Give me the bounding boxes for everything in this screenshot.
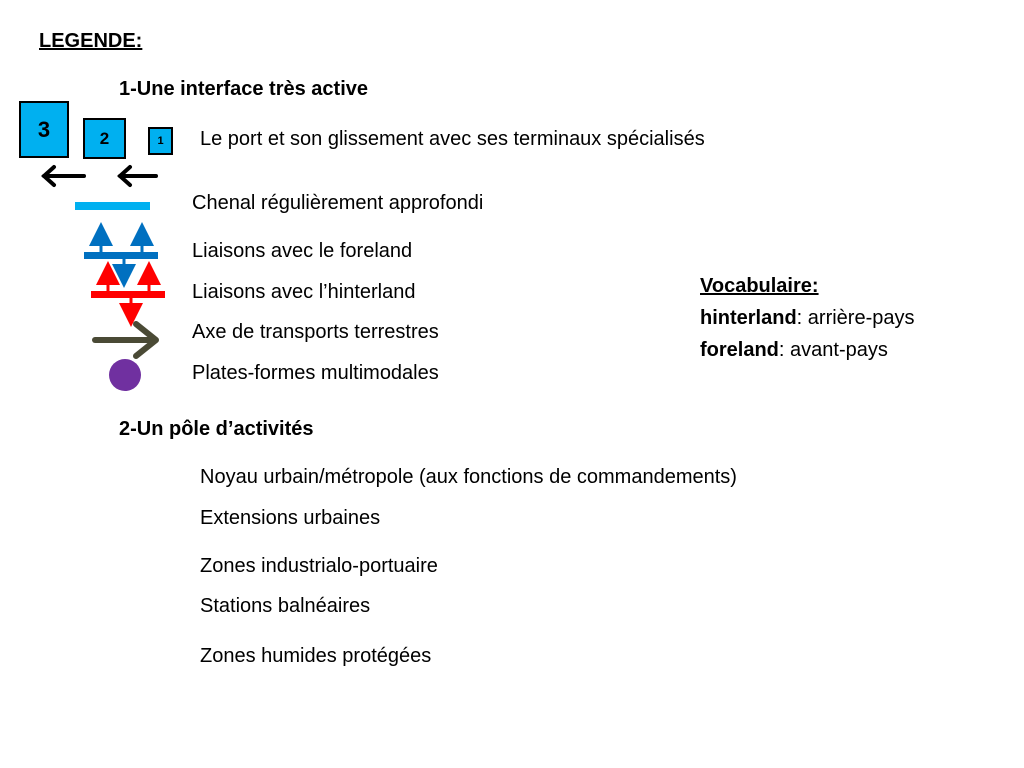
port-shift-arrows xyxy=(40,164,160,190)
legend-item-industrial-port-zones: Zones industrialo-portuaire xyxy=(200,555,438,577)
platform-dot-icon xyxy=(108,358,142,392)
port-box-1: 1 xyxy=(148,127,173,155)
vocabulary-term: hinterland xyxy=(700,307,797,329)
land-axis-arrow-icon xyxy=(92,320,164,360)
legend-item-urban-core: Noyau urbain/métropole (aux fonctions de commandements) xyxy=(200,466,737,488)
legend-item-hinterland: Liaisons avec l’hinterland xyxy=(192,281,416,303)
legend-item-channel: Chenal régulièrement approfondi xyxy=(192,192,484,214)
vocabulary-box xyxy=(700,270,914,366)
legend-item-platform: Plates-formes multimodales xyxy=(192,362,439,384)
vocabulary-definition: : arrière-pays xyxy=(796,307,915,329)
port-box-3: 3 xyxy=(19,101,69,158)
port-box-2: 2 xyxy=(83,118,126,159)
vocabulary-definition: : avant-pays xyxy=(778,339,888,361)
section2-title: 2-Un pôle d’activités xyxy=(119,418,314,440)
legend-title: LEGENDE: xyxy=(39,30,143,52)
vocabulary-entry-hinterland xyxy=(700,302,914,334)
legend-item-seaside-resorts: Stations balnéaires xyxy=(200,595,371,617)
channel-line-symbol xyxy=(75,200,151,212)
vocabulary-term: foreland xyxy=(700,339,779,361)
left-arrow-icon xyxy=(120,167,156,185)
legend-item-protected-wetlands: Zones humides protégées xyxy=(200,645,432,667)
legend-item-urban-extensions: Extensions urbaines xyxy=(200,507,381,529)
legend-item-land-axis: Axe de transports terrestres xyxy=(192,321,439,343)
legend-item-foreland: Liaisons avec le foreland xyxy=(192,240,413,262)
vocabulary-entry-foreland xyxy=(700,334,914,366)
legend-item-port: Le port et son glissement avec ses terminaux spécialisés xyxy=(200,128,705,150)
left-arrow-icon xyxy=(44,167,84,185)
hinterland-link-symbol xyxy=(91,267,171,321)
vocabulary-title: Vocabulaire: xyxy=(700,275,819,297)
section1-title: 1-Une interface très active xyxy=(119,78,369,100)
